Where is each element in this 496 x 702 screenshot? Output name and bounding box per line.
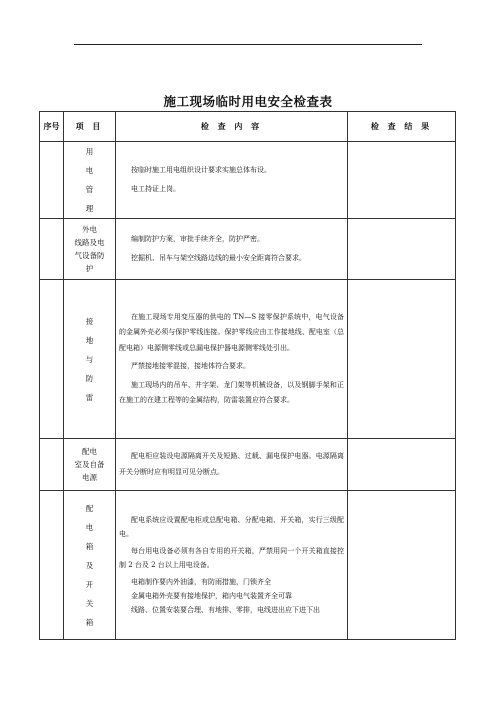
row-no	[40, 219, 64, 280]
row-item: 用 电 管 理	[64, 142, 116, 219]
row-result	[348, 439, 456, 491]
table-row	[40, 280, 456, 439]
row-item: 接 地 与 防 雷	[64, 280, 116, 439]
row-content: 配电柜应装设电源隔离开关及短路、过载、漏电保护电器。电源隔离开关分断时应有明显可见分断点。	[116, 439, 348, 491]
row-result	[348, 219, 456, 280]
inspection-table	[39, 111, 456, 640]
table-row	[40, 142, 456, 219]
document-title: 施工现场临时用电安全检查表	[163, 94, 333, 109]
row-content: 编制防护方案，审批手续齐全，防护严密。 挖掘机、吊车与架空线路边线的最小安全距离符合要求。	[116, 219, 348, 280]
row-no	[40, 142, 64, 219]
row-no	[40, 280, 64, 439]
row-item: 外电 线路及电 气设备防 护	[64, 219, 116, 280]
header-item: 项 目	[64, 112, 116, 142]
row-item: 配 电 箱 及 开 关 箱	[64, 491, 116, 640]
header-content: 检 查 内 容	[116, 112, 348, 142]
row-result	[348, 280, 456, 439]
table-row	[40, 491, 456, 640]
row-item: 配电 室及自备 电源	[64, 439, 116, 491]
row-no	[40, 439, 64, 491]
table-header-row	[40, 112, 456, 142]
row-result	[348, 491, 456, 640]
header-no: 序号	[40, 112, 64, 142]
row-content: 按临时施工用电组织设计要求实施总体布设。 电工持证上岗。	[116, 142, 348, 219]
header-result: 检 查 结 果	[348, 112, 456, 142]
row-content: 在施工现场专用变压器的供电的 TN—S 接零保护系统中，电气设备的金属外壳必须与保护零线连接。保护零线应由工作接地线、配电室（总配电箱）电源侧零线或总漏电保护器电源侧零线处引出。 严禁接地接零混接，接地体符合要求。 施工现场内的吊车、井字架、龙门架等机械设备，以及钢脚手架和正在施工的在建工程等的金属结构，防雷装置应符合要求。	[116, 280, 348, 439]
table-row	[40, 439, 456, 491]
row-content: 配电系统应设置配电柜或总配电箱、分配电箱、开关箱，实行三级配电。 每台用电设备必须有各自专用的开关箱，严禁用同一个开关箱直接控制 2 台及 2 台以上用电设备。 电箱制作要内外油漆，有防雨措施，门锁齐全 金属电箱外壳要有接地保护，箱内电气装置齐全可靠 线路、位置安装要合理、有地排、零排，电线进出应下进下出	[116, 491, 348, 640]
header-rule	[74, 44, 422, 45]
table-row	[40, 219, 456, 280]
row-result	[348, 142, 456, 219]
row-no	[40, 491, 64, 640]
